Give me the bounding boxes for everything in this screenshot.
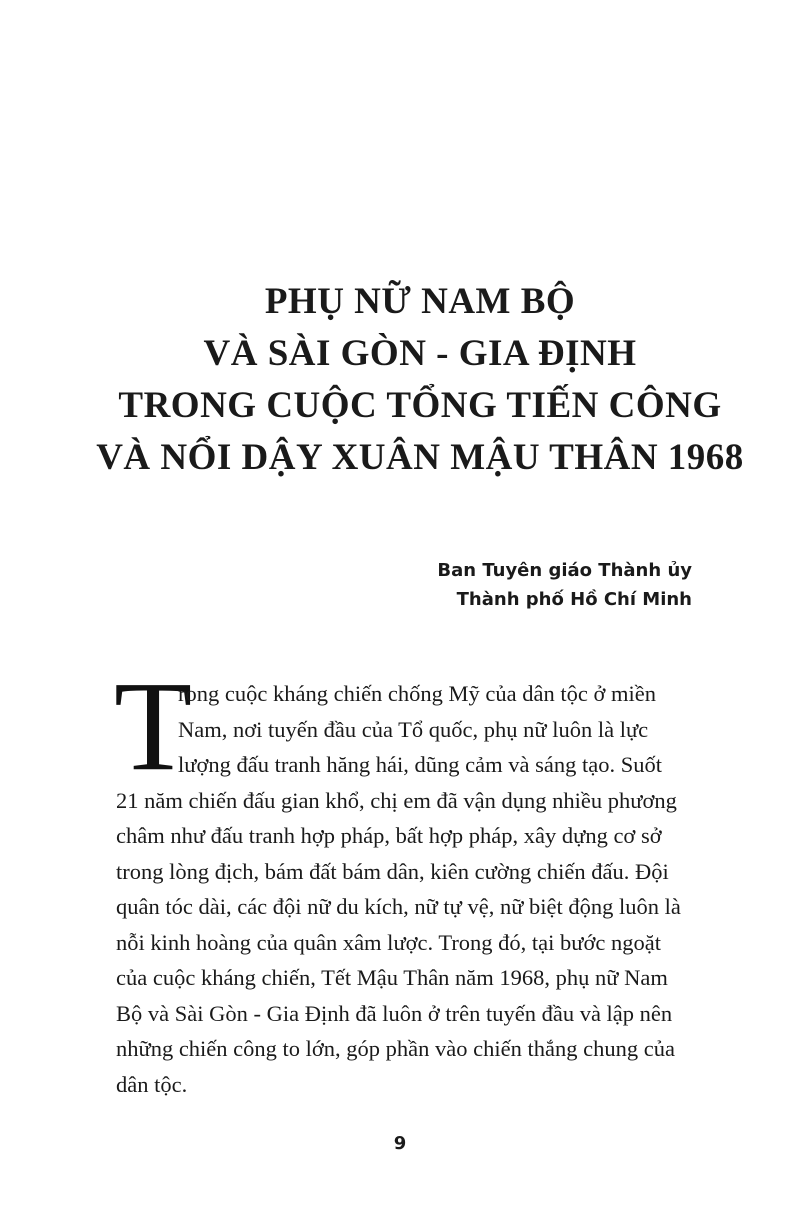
- body-line: dân tộc.: [116, 1071, 188, 1097]
- body-line: Bộ và Sài Gòn - Gia Định đã luôn ở trên tuyến đầu và lập nên: [116, 1000, 673, 1026]
- body-line: của cuộc kháng chiến, Tết Mậu Thân năm 1968, phụ nữ Nam: [116, 965, 668, 990]
- body-line: rong cuộc kháng chiến chống Mỹ của dân tộc ở miền: [178, 681, 657, 706]
- body-line: trong lòng địch, bám đất bám dân, kiên cường chiến đấu. Đội: [116, 858, 669, 884]
- body-line: những chiến công to lớn, góp phần vào chiến thắng chung của: [116, 1036, 675, 1061]
- body-line: lượng đấu tranh hăng hái, dũng cảm và sáng tạo. Suốt: [178, 752, 662, 777]
- body-line: Nam, nơi tuyến đầu của Tổ quốc, phụ nữ luôn là lực: [178, 716, 649, 742]
- author-line: Thành phố Hồ Chí Minh: [456, 589, 692, 610]
- page-number: 9: [393, 1133, 407, 1154]
- body-line: châm như đấu tranh hợp pháp, bất hợp pháp, xây dựng cơ sở: [116, 823, 662, 848]
- title-line: TRONG CUỘC TỔNG TIẾN CÔNG: [118, 385, 722, 426]
- body-line: nỗi kinh hoàng của quân xâm lược. Trong đó, tại bước ngoặt: [116, 929, 661, 955]
- body-paragraph: [114, 655, 720, 1102]
- title-line: VÀ NỔI DẬY XUÂN MẬU THÂN 1968: [96, 437, 744, 478]
- body-line: 21 năm chiến đấu gian khổ, chị em đã vận dụng nhiều phương: [116, 787, 677, 813]
- body-line: quân tóc dài, các đội nữ du kích, nữ tự vệ, nữ biệt động luôn là: [116, 894, 681, 919]
- chapter-title: [70, 276, 770, 484]
- drop-cap: T: [114, 655, 193, 797]
- author-block: [437, 556, 692, 614]
- author-line: Ban Tuyên giáo Thành ủy: [437, 560, 692, 581]
- title-line: VÀ SÀI GÒN - GIA ĐỊNH: [203, 333, 637, 374]
- title-line: PHỤ NỮ NAM BỘ: [264, 281, 576, 322]
